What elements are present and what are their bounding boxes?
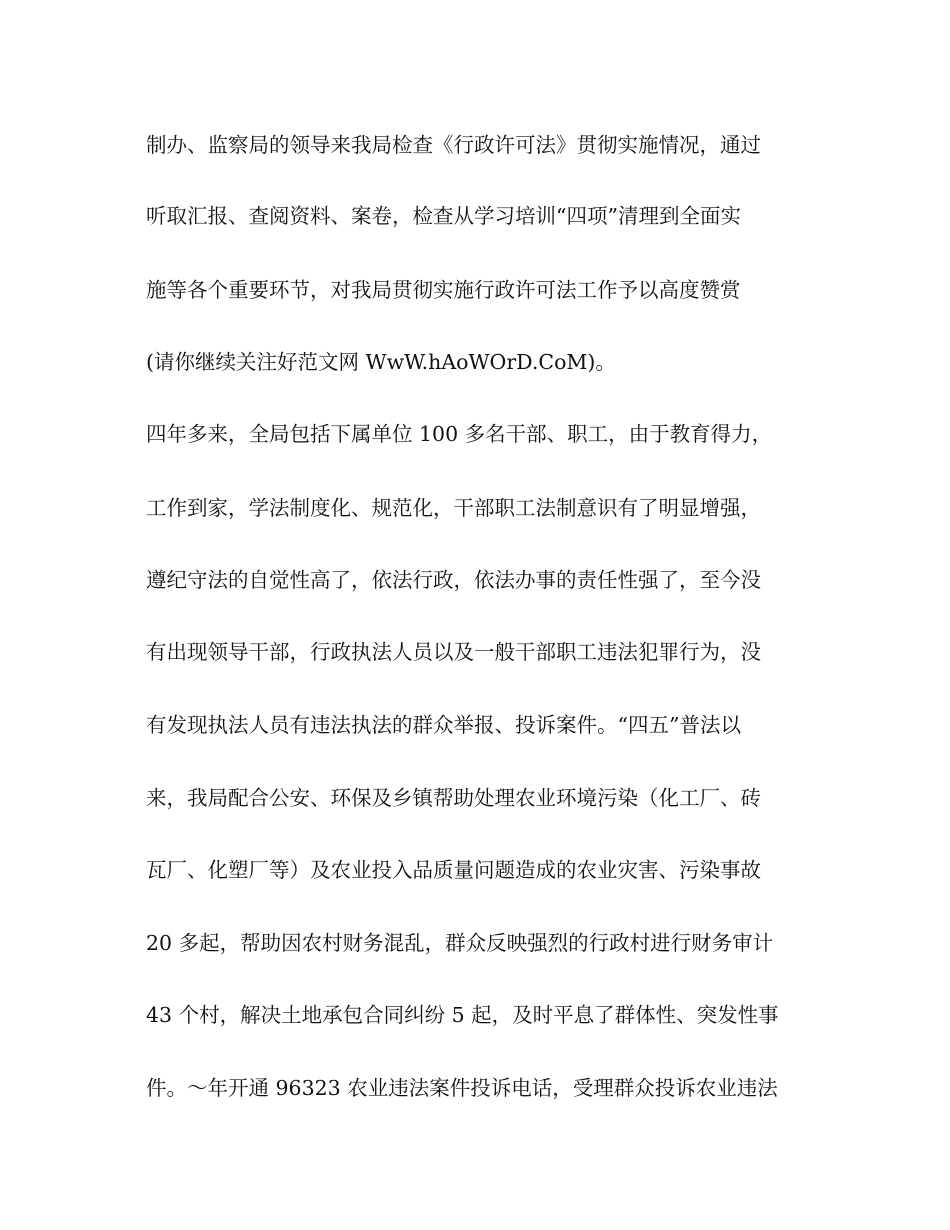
text-line: 43 个村，解决土地承包合同纠纷 5 起，及时平息了群体性、突发性事 bbox=[146, 1003, 779, 1027]
text-line: 有发现执法人员有违法执法的群众举报、投诉案件。“四五”普法以 bbox=[146, 713, 741, 737]
text-line: 遵纪守法的自觉性高了，依法行政，依法办事的责任性强了，至今没 bbox=[146, 568, 761, 592]
text-line: 20 多起，帮助因农村财务混乱，群众反映强烈的行政村进行财务审计 bbox=[146, 931, 774, 955]
text-line: 有出现领导干部，行政执法人员以及一般干部职工违法犯罪行为，没 bbox=[146, 640, 761, 664]
text-line: 瓦厂、化塑厂等）及农业投入品质量问题造成的农业灾害、污染事故 bbox=[146, 858, 761, 882]
text-line: (请你继续关注好范文网 WwW.hAoWOrD.CoM)。 bbox=[146, 350, 616, 374]
text-line: 听取汇报、查阅资料、案卷，检查从学习培训“四项”清理到全面实 bbox=[146, 204, 741, 228]
text-line: 件。～年开通 96323 农业违法案件投诉电话，受理群众投诉农业违法 bbox=[146, 1076, 778, 1100]
text-line: 来，我局配合公安、环保及乡镇帮助处理农业环境污染（化工厂、砖 bbox=[146, 786, 761, 810]
text-line: 施等各个重要环节，对我局贯彻实施行政许可法工作予以高度赞赏 bbox=[146, 278, 741, 302]
text-line: 制办、监察局的领导来我局检查《行政许可法》贯彻实施情况，通过 bbox=[146, 133, 761, 157]
text-line: 工作到家，学法制度化、规范化，干部职工法制意识有了明显增强， bbox=[146, 496, 761, 520]
text-line: 四年多来，全局包括下属单位 100 多名干部、职工，由于教育得力， bbox=[146, 422, 773, 446]
